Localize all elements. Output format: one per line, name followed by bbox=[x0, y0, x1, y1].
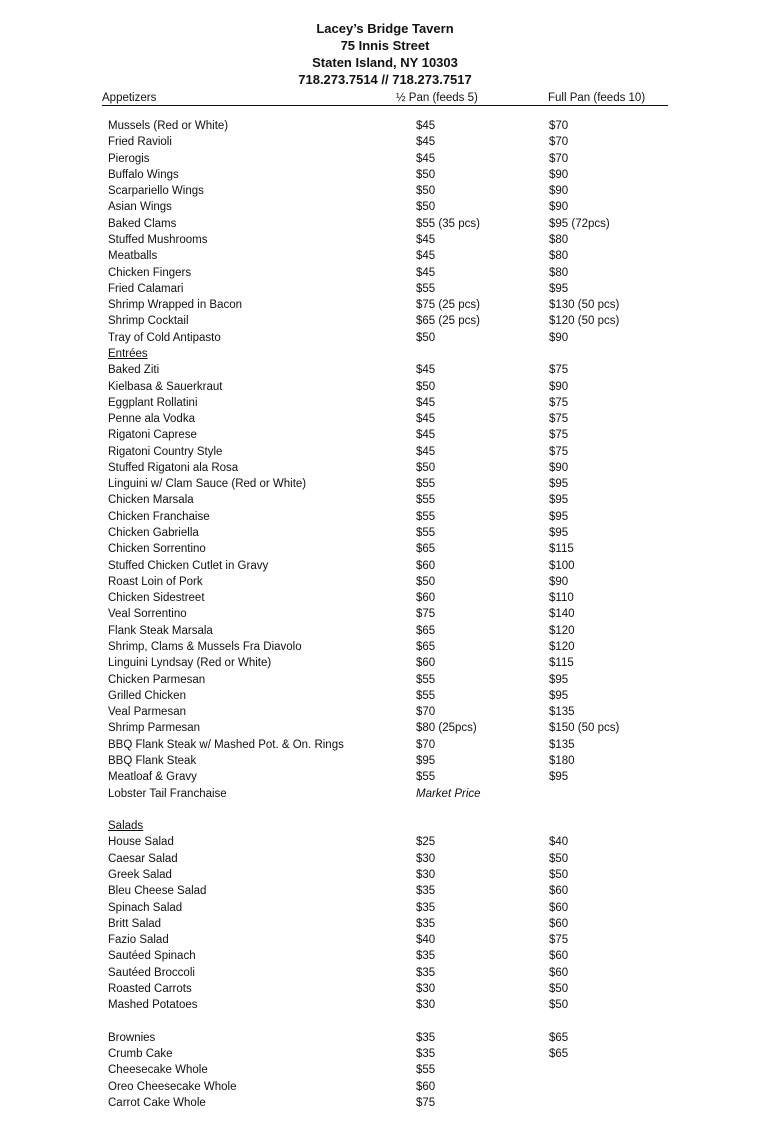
full-pan-price: $90 bbox=[549, 461, 569, 474]
menu-item-name: Stuffed Mushrooms bbox=[108, 233, 208, 246]
full-pan-price: $90 bbox=[549, 201, 569, 214]
half-pan-price: $75 bbox=[416, 1096, 436, 1109]
menu-item-name: Spinach Salad bbox=[108, 901, 183, 914]
full-pan-price: $100 bbox=[549, 559, 575, 572]
menu-item-row bbox=[108, 444, 668, 460]
menu-item-row bbox=[108, 379, 668, 395]
full-pan-price: $60 bbox=[549, 950, 569, 963]
menu-item-name: Chicken Sorrentino bbox=[108, 543, 206, 556]
full-pan-price: $95 bbox=[549, 673, 569, 686]
menu-item-row bbox=[108, 720, 668, 736]
full-pan-price: $120 bbox=[549, 641, 575, 653]
half-pan-price: $60 bbox=[416, 559, 436, 572]
menu-item-row bbox=[108, 151, 668, 167]
menu-item-name: Chicken Parmesan bbox=[108, 673, 206, 686]
menu-item-name: Mussels (Red or White) bbox=[108, 120, 229, 132]
half-pan-price: $55 (35 pcs) bbox=[416, 217, 480, 230]
menu-item-name: Tray of Cold Antipasto bbox=[108, 331, 221, 344]
menu-item-row bbox=[108, 216, 668, 232]
menu-item-name: Cheesecake Whole bbox=[108, 1064, 208, 1077]
full-pan-price: $120 bbox=[549, 624, 575, 637]
full-pan-price: $95 bbox=[549, 282, 569, 295]
full-pan-price: $90 bbox=[549, 380, 569, 393]
menu-item-row bbox=[108, 574, 668, 590]
full-pan-price: $120 (50 pcs) bbox=[549, 315, 620, 328]
menu-item-name: Britt Salad bbox=[108, 917, 162, 930]
half-pan-price: $35 bbox=[416, 885, 436, 898]
menu-item-row bbox=[108, 232, 668, 248]
full-pan-price: $60 bbox=[549, 885, 569, 898]
full-pan-price: $95 bbox=[549, 510, 569, 523]
full-pan-price: $70 bbox=[549, 120, 569, 132]
menu-item-row bbox=[108, 1062, 668, 1078]
full-pan-price: $75 bbox=[549, 445, 569, 458]
half-pan-price: $55 bbox=[416, 510, 436, 523]
half-pan-price: $55 bbox=[416, 282, 436, 295]
half-pan-price: $45 bbox=[416, 364, 436, 377]
full-pan-price: $130 (50 pcs) bbox=[549, 299, 620, 312]
half-pan-price: $25 bbox=[416, 836, 436, 849]
half-pan-price: $65 (25 pcs) bbox=[416, 315, 480, 328]
half-pan-price: $35 bbox=[416, 966, 436, 979]
menu-item-row bbox=[108, 281, 668, 297]
menu-item-row bbox=[108, 997, 668, 1013]
restaurant-city: Staten Island, NY 10303 bbox=[312, 55, 458, 70]
menu-item-row bbox=[108, 183, 668, 199]
menu-item-row bbox=[108, 541, 668, 557]
half-pan-price: $45 bbox=[416, 152, 436, 165]
menu-item-name: Eggplant Rollatini bbox=[108, 396, 198, 409]
menu-item-row bbox=[108, 558, 668, 574]
menu-item-row bbox=[108, 672, 668, 688]
menu-item-row bbox=[108, 395, 668, 411]
menu-item-name: Brownies bbox=[108, 1031, 156, 1044]
menu-item-name: Roasted Carrots bbox=[108, 982, 192, 995]
half-pan-price: $55 bbox=[416, 494, 436, 507]
half-pan-price: $50 bbox=[416, 201, 436, 214]
full-pan-price: $70 bbox=[549, 152, 569, 165]
menu-item-row bbox=[108, 851, 668, 867]
half-pan-price: $35 bbox=[416, 950, 436, 963]
half-pan-price: $60 bbox=[416, 657, 436, 670]
menu-item-row bbox=[108, 786, 668, 802]
menu-item-row bbox=[108, 362, 668, 378]
half-pan-price: $45 bbox=[416, 120, 436, 132]
menu-item-row bbox=[108, 134, 668, 150]
full-pan-price: $90 bbox=[549, 185, 569, 198]
full-pan-price: $60 bbox=[549, 966, 569, 979]
menu-item-name: Asian Wings bbox=[108, 201, 172, 214]
half-pan-price: $70 bbox=[416, 706, 436, 719]
menu-item-row bbox=[108, 965, 668, 981]
menu-item-row bbox=[108, 932, 668, 948]
half-pan-price: $30 bbox=[416, 982, 436, 995]
menu-item-name: Stuffed Rigatoni ala Rosa bbox=[108, 461, 239, 474]
menu-item-name: Fried Calamari bbox=[108, 282, 184, 295]
full-pan-price: $60 bbox=[549, 901, 569, 914]
menu-item-name: Oreo Cheesecake Whole bbox=[108, 1080, 237, 1093]
menu-item-row bbox=[108, 655, 668, 671]
menu-item-name: Crumb Cake bbox=[108, 1048, 173, 1061]
half-pan-price: $45 bbox=[416, 396, 436, 409]
menu-item-name: Mashed Potatoes bbox=[108, 999, 198, 1012]
full-pan-price: $75 bbox=[549, 413, 569, 426]
menu-item-name: Meatballs bbox=[108, 250, 158, 263]
menu-item-name: Shrimp Cocktail bbox=[108, 315, 189, 328]
menu-item-name: Pierogis bbox=[108, 152, 150, 165]
half-pan-price: $30 bbox=[416, 999, 436, 1012]
menu-item-name: Chicken Gabriella bbox=[108, 527, 199, 540]
menu-item-name: Fazio Salad bbox=[108, 934, 169, 947]
menu-item-name: Fried Ravioli bbox=[108, 136, 172, 149]
menu-item-row bbox=[108, 834, 668, 850]
full-pan-price: $75 bbox=[549, 934, 569, 947]
menu-item-row bbox=[108, 248, 668, 264]
half-pan-price: $50 bbox=[416, 331, 436, 344]
half-pan-price: $45 bbox=[416, 445, 436, 458]
menu-item-name: Bleu Cheese Salad bbox=[108, 885, 207, 898]
full-pan-price: $50 bbox=[549, 999, 569, 1012]
half-pan-price: $65 bbox=[416, 641, 436, 653]
appetizers-heading: Appetizers bbox=[102, 92, 157, 104]
menu-item-name: Sautéed Spinach bbox=[108, 950, 196, 963]
full-pan-price: $90 bbox=[549, 575, 569, 588]
menu-item-name: Roast Loin of Pork bbox=[108, 575, 203, 588]
restaurant-street: 75 Innis Street bbox=[340, 38, 430, 53]
full-pan-price: $50 bbox=[549, 868, 569, 881]
full-pan-price: $110 bbox=[549, 592, 574, 605]
menu-item-row bbox=[108, 1046, 668, 1062]
full-pan-price: $65 bbox=[549, 1031, 569, 1044]
menu-item-row bbox=[108, 1079, 668, 1095]
full-pan-price: $65 bbox=[549, 1048, 569, 1061]
menu-item-row bbox=[108, 509, 668, 525]
menu-item-row bbox=[108, 330, 668, 346]
menu-item-row bbox=[108, 118, 668, 134]
menu-item-row bbox=[108, 265, 668, 281]
menu-item-name: Shrimp Parmesan bbox=[108, 722, 201, 735]
menu-item-name: Shrimp Wrapped in Bacon bbox=[108, 299, 243, 312]
menu-item-name: House Salad bbox=[108, 836, 174, 849]
menu-item-row bbox=[108, 704, 668, 720]
menu-item-row bbox=[108, 948, 668, 964]
full-pan-price: $95 bbox=[549, 478, 569, 491]
half-pan-price: $35 bbox=[416, 901, 436, 914]
full-pan-price: $90 bbox=[549, 168, 569, 181]
full-pan-price: $180 bbox=[549, 754, 575, 767]
menu-item-row bbox=[108, 427, 668, 443]
half-pan-price: $45 bbox=[416, 136, 436, 149]
menu-item-row bbox=[108, 167, 668, 183]
menu-item-name: Chicken Marsala bbox=[108, 494, 194, 507]
half-pan-price: $70 bbox=[416, 738, 436, 751]
menu-item-row bbox=[108, 1095, 668, 1111]
menu-item-name: Meatloaf & Gravy bbox=[108, 771, 197, 784]
menu-item-row bbox=[108, 525, 668, 541]
full-pan-price: $95 bbox=[549, 771, 569, 784]
menu-item-row bbox=[108, 476, 668, 492]
half-pan-price: $80 (25pcs) bbox=[416, 722, 477, 735]
half-pan-price: $30 bbox=[416, 868, 436, 881]
menu-item-row bbox=[108, 981, 668, 997]
menu-item-row bbox=[108, 916, 668, 932]
half-pan-price: $65 bbox=[416, 624, 436, 637]
menu-item-row bbox=[108, 623, 668, 639]
half-pan-price: $50 bbox=[416, 461, 436, 474]
menu-item-row bbox=[108, 883, 668, 899]
menu-item-name: Kielbasa & Sauerkraut bbox=[108, 380, 223, 393]
salads-heading: Salads bbox=[108, 820, 144, 833]
menu-item-name: Baked Clams bbox=[108, 217, 177, 230]
full-pan-price: $135 bbox=[549, 706, 575, 719]
menu-item-row bbox=[108, 753, 668, 769]
full-pan-price: $50 bbox=[549, 982, 569, 995]
menu-item-row bbox=[108, 492, 668, 508]
half-pan-price: $55 bbox=[416, 478, 436, 491]
menu-item-name: BBQ Flank Steak w/ Mashed Pot. & On. Rings bbox=[108, 738, 344, 751]
full-pan-price: $80 bbox=[549, 233, 569, 246]
menu-item-name: Greek Salad bbox=[108, 868, 172, 881]
half-pan-price: $75 bbox=[416, 608, 436, 621]
column-header-row bbox=[102, 92, 668, 106]
menu-item-name: Shrimp, Clams & Mussels Fra Diavolo bbox=[108, 641, 302, 653]
menu-item-name: Veal Sorrentino bbox=[108, 608, 187, 621]
half-pan-price: $55 bbox=[416, 771, 436, 784]
full-pan-price: $150 (50 pcs) bbox=[549, 722, 620, 735]
full-pan-price: $75 bbox=[549, 364, 569, 377]
menu-item-name: Chicken Sidestreet bbox=[108, 592, 205, 605]
menu-item-name: Grilled Chicken bbox=[108, 689, 186, 702]
full-pan-price: $135 bbox=[549, 738, 575, 751]
half-pan-price: $65 bbox=[416, 543, 436, 556]
menu-item-row bbox=[108, 199, 668, 215]
half-pan-price: $35 bbox=[416, 1031, 436, 1044]
menu-item-name: Caesar Salad bbox=[108, 852, 178, 865]
full-pan-price: $75 bbox=[549, 396, 569, 409]
half-pan-price: $45 bbox=[416, 233, 436, 246]
menu-item-name: Flank Steak Marsala bbox=[108, 624, 213, 637]
full-pan-price: $50 bbox=[549, 852, 569, 865]
half-pan-price: $55 bbox=[416, 527, 436, 540]
menu-list bbox=[108, 118, 668, 1111]
menu-item-name: Chicken Franchaise bbox=[108, 510, 210, 523]
full-pan-price: $40 bbox=[549, 836, 569, 849]
half-pan-price: $55 bbox=[416, 1064, 436, 1077]
full-pan-price: $95 bbox=[549, 689, 569, 702]
desserts-list bbox=[108, 1030, 668, 1111]
full-pan-price: $90 bbox=[549, 331, 569, 344]
restaurant-name: Lacey’s Bridge Tavern bbox=[316, 21, 454, 36]
full-pan-price: $115 bbox=[549, 657, 574, 670]
menu-item-name: BBQ Flank Steak bbox=[108, 754, 197, 767]
menu-item-name: Rigatoni Country Style bbox=[108, 445, 223, 458]
half-pan-price: $50 bbox=[416, 575, 436, 588]
restaurant-header bbox=[0, 20, 770, 88]
menu-item-name: Buffalo Wings bbox=[108, 168, 179, 181]
menu-item-row bbox=[108, 606, 668, 622]
half-pan-price: $60 bbox=[416, 592, 436, 605]
section-gap bbox=[108, 802, 668, 818]
entrees-heading: Entrées bbox=[108, 347, 148, 360]
section-gap bbox=[108, 1013, 668, 1029]
entrees-list bbox=[108, 362, 668, 802]
menu-item-row bbox=[108, 297, 668, 313]
full-pan-price: $140 bbox=[549, 608, 575, 621]
menu-item-name: Linguini Lyndsay (Red or White) bbox=[108, 657, 272, 670]
full-pan-price: $95 (72pcs) bbox=[549, 217, 610, 230]
menu-item-name: Veal Parmesan bbox=[108, 706, 186, 719]
half-pan-heading: ½ Pan (feeds 5) bbox=[396, 92, 478, 104]
half-pan-price: $45 bbox=[416, 429, 436, 442]
menu-item-row bbox=[108, 1030, 668, 1046]
menu-item-name: Sautéed Broccoli bbox=[108, 966, 195, 979]
half-pan-price: $55 bbox=[416, 689, 436, 702]
full-pan-price: $80 bbox=[549, 250, 569, 263]
half-pan-price: $50 bbox=[416, 380, 436, 393]
menu-item-row bbox=[108, 460, 668, 476]
half-pan-price: $35 bbox=[416, 917, 436, 930]
menu-item-name: Baked Ziti bbox=[108, 364, 160, 377]
menu-item-row bbox=[108, 688, 668, 704]
half-pan-price: $95 bbox=[416, 754, 436, 767]
menu-item-name: Stuffed Chicken Cutlet in Gravy bbox=[108, 559, 269, 572]
menu-item-name: Linguini w/ Clam Sauce (Red or White) bbox=[108, 478, 307, 491]
half-pan-price: $60 bbox=[416, 1080, 436, 1093]
salads-list bbox=[108, 834, 668, 1013]
full-pan-price: $75 bbox=[549, 429, 569, 442]
half-pan-price: $75 (25 pcs) bbox=[416, 299, 480, 312]
menu-item-row bbox=[108, 737, 668, 753]
menu-item-row bbox=[108, 769, 668, 785]
menu-item-name: Penne ala Vodka bbox=[108, 413, 195, 426]
menu-item-row bbox=[108, 867, 668, 883]
half-pan-price: $50 bbox=[416, 185, 436, 198]
half-pan-price: Market Price bbox=[416, 787, 481, 800]
menu-item-name: Scarpariello Wings bbox=[108, 185, 204, 198]
full-pan-price: $60 bbox=[549, 917, 569, 930]
half-pan-price: $30 bbox=[416, 852, 436, 865]
half-pan-price: $45 bbox=[416, 250, 436, 263]
appetizers-list bbox=[108, 118, 668, 346]
menu-item-row bbox=[108, 590, 668, 606]
full-pan-heading: Full Pan (feeds 10) bbox=[548, 92, 646, 104]
full-pan-price: $95 bbox=[549, 527, 569, 540]
full-pan-price: $95 bbox=[549, 494, 569, 507]
menu-item-name: Rigatoni Caprese bbox=[108, 429, 197, 442]
full-pan-price: $80 bbox=[549, 266, 569, 279]
menu-item-row bbox=[108, 639, 668, 655]
menu-item-name: Chicken Fingers bbox=[108, 266, 192, 279]
full-pan-price: $115 bbox=[549, 543, 574, 556]
menu-item-row bbox=[108, 411, 668, 427]
half-pan-price: $45 bbox=[416, 413, 436, 426]
half-pan-price: $55 bbox=[416, 673, 436, 686]
half-pan-price: $50 bbox=[416, 168, 436, 181]
menu-item-name: Carrot Cake Whole bbox=[108, 1096, 206, 1109]
full-pan-price: $70 bbox=[549, 136, 569, 149]
half-pan-price: $45 bbox=[416, 266, 436, 279]
half-pan-price: $40 bbox=[416, 934, 436, 947]
menu-item-name: Lobster Tail Franchaise bbox=[108, 787, 227, 800]
half-pan-price: $35 bbox=[416, 1048, 436, 1061]
menu-item-row bbox=[108, 900, 668, 916]
restaurant-phones: 718.273.7514 // 718.273.7517 bbox=[298, 72, 472, 87]
menu-item-row bbox=[108, 313, 668, 329]
